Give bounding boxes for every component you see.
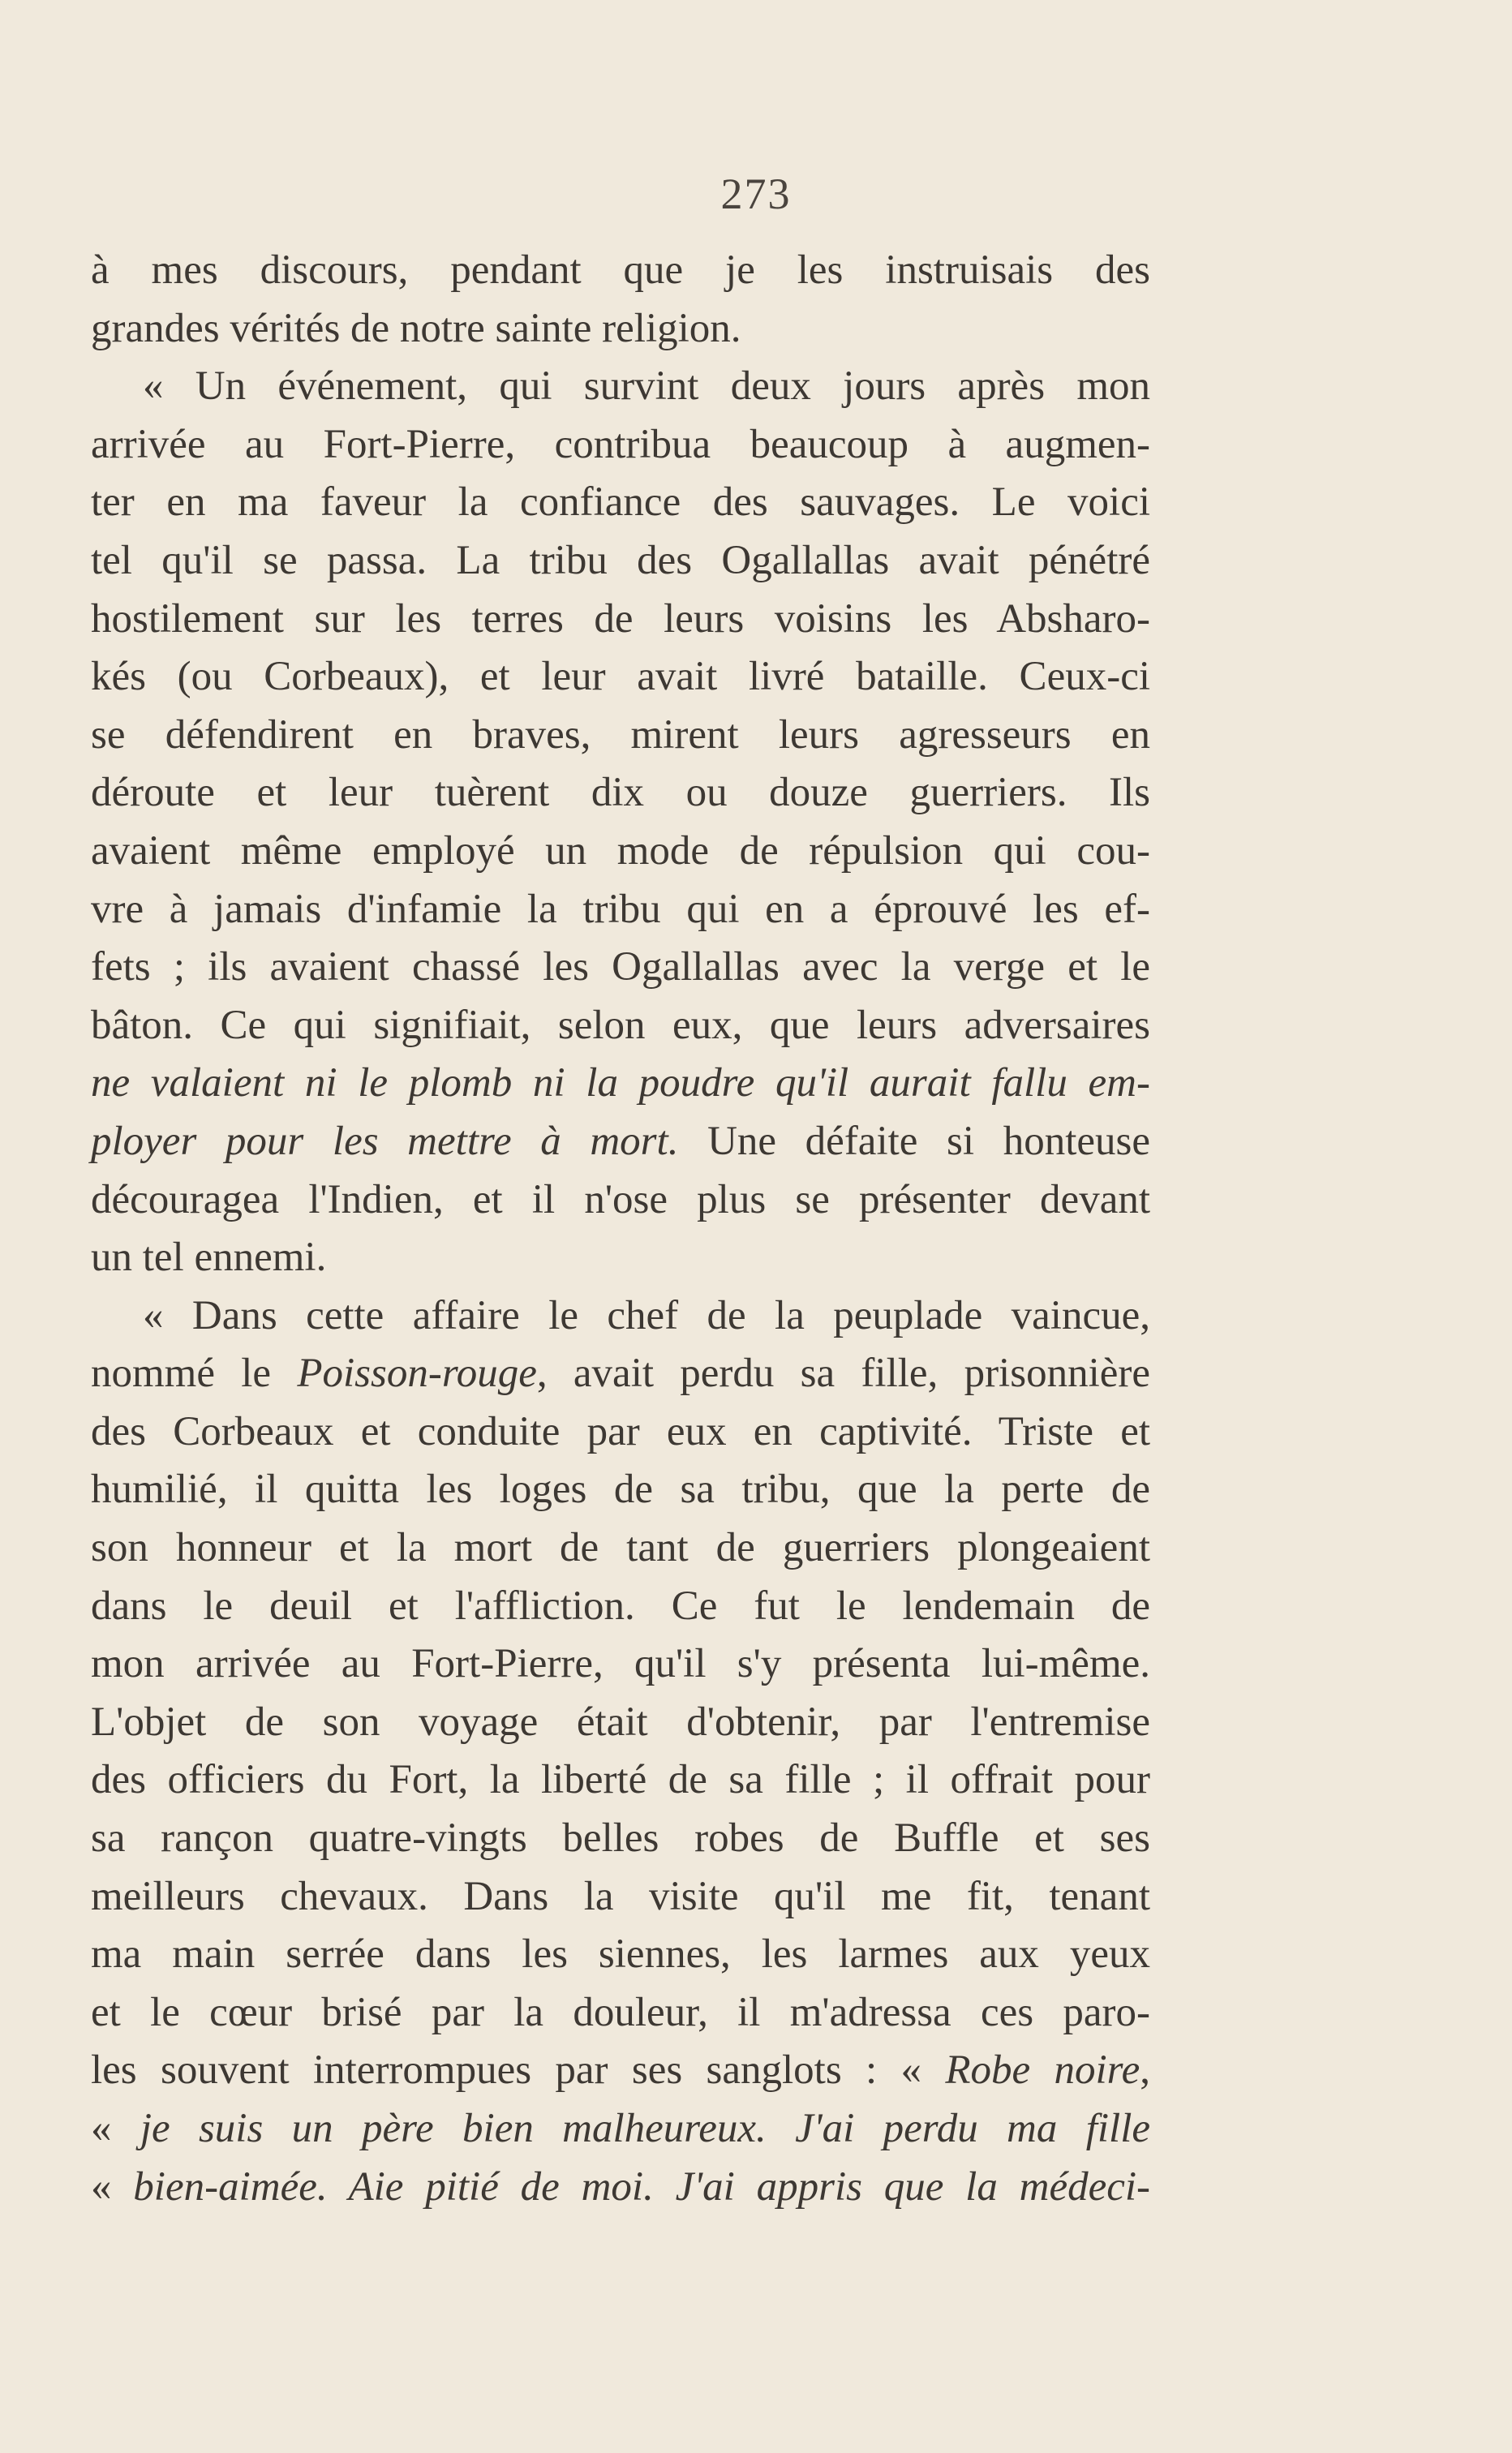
text-segment: des Corbeaux et conduite par eux en captivité. Triste et (91, 1408, 1150, 1454)
text-line (91, 1635, 1150, 1694)
text-segment: à mes discours, pendant que je les instruisais des (91, 247, 1150, 293)
text-line (91, 2100, 1150, 2159)
text-line (91, 707, 1150, 765)
text-segment: avaient même employé un mode de répulsion qui cou- (91, 827, 1150, 874)
text-line (91, 823, 1150, 881)
text-segment: vre à jamais d'infamie la tribu qui en a éprouvé les ef- (91, 886, 1150, 932)
text-line (91, 532, 1150, 591)
text-segment: kés (ou Corbeaux), et leur avait livré bataille. Ceux-ci (91, 654, 1150, 700)
text-segment: dans le deuil et l'affliction. Ce fut le lendemain de (91, 1583, 1150, 1629)
text-segment: , avait perdu sa fille, prisonnière (536, 1351, 1150, 1397)
text-line (91, 648, 1150, 707)
text-segment: un tel ennemi. (91, 1235, 327, 1281)
italic-text-segment: ne valaient ni le plomb ni la poudre qu'il aurait fallu em- (91, 1060, 1150, 1106)
text-segment: déroute et leur tuèrent dix ou douze guerriers. Ils (91, 770, 1150, 816)
text-segment: et le cœur brisé par la douleur, il m'adressa ces paro- (91, 1989, 1150, 2035)
body-text (91, 242, 1150, 2216)
text-segment: grandes vérités de notre sainte religion. (91, 305, 741, 351)
text-segment: les souvent interrompues par ses sanglots : « (91, 2047, 946, 2094)
text-segment: son honneur et la mort de tant de guerriers plongeaient (91, 1525, 1150, 1571)
text-segment: L'objet de son voyage était d'obtenir, par l'entremise (91, 1699, 1150, 1745)
text-line (91, 591, 1150, 649)
text-line (91, 1868, 1150, 1927)
text-segment: tel qu'il se passa. La tribu des Ogallallas avait pénétré (91, 537, 1150, 583)
text-segment: arrivée au Fort-Pierre, contribua beaucoup à augmen- (91, 421, 1150, 467)
italic-text-segment: bien-aimée. Aie pitié de moi. J'ai appris que la médeci- (133, 2163, 1151, 2210)
text-line (91, 300, 1150, 359)
text-line (91, 1751, 1150, 1810)
text-line (91, 474, 1150, 532)
text-segment: humilié, il quitta les loges de sa tribu, que la perte de (91, 1467, 1150, 1513)
text-line (91, 358, 1150, 416)
text-segment: « Dans cette affaire le chef de la peuplade vaincue, (143, 1292, 1150, 1338)
text-segment: se défendirent en braves, mirent leurs agresseurs en (91, 711, 1150, 758)
text-segment: hostilement sur les terres de leurs voisins les Absharo- (91, 595, 1150, 642)
text-line (91, 881, 1150, 939)
text-line (91, 1055, 1150, 1113)
text-line (91, 1578, 1150, 1636)
text-line (91, 1229, 1150, 1287)
page-number: 273 (720, 170, 792, 218)
text-line (91, 2042, 1150, 2100)
text-segment: ma main serrée dans les siennes, les larmes aux yeux (91, 1931, 1150, 1978)
text-segment: « (91, 2163, 134, 2210)
text-line (91, 764, 1150, 823)
text-line (91, 939, 1150, 997)
text-segment: ter en ma faveur la confiance des sauvages. Le voici (91, 479, 1150, 526)
text-segment: des officiers du Fort, la liberté de sa fille ; il offrait pour (91, 1757, 1150, 1803)
text-segment: nommé le (91, 1351, 298, 1397)
text-segment: Une défaite si honteuse (678, 1118, 1150, 1164)
text-line (91, 242, 1150, 300)
text-segment: meilleurs chevaux. Dans la visite qu'il me fit, tenant (91, 1873, 1150, 1919)
text-line (91, 1694, 1150, 1752)
text-line (91, 2159, 1150, 2217)
text-line (91, 1519, 1150, 1578)
text-line (91, 1926, 1150, 1984)
text-line (91, 1984, 1150, 2043)
text-segment: découragea l'Indien, et il n'ose plus se présenter devant (91, 1176, 1150, 1222)
italic-text-segment: je suis un père bien malheureux. J'ai perdu ma fille (140, 2106, 1151, 2151)
italic-text-segment: Robe noire (945, 2047, 1140, 2094)
text-segment: mon arrivée au Fort-Pierre, qu'il s'y présenta lui-même. (91, 1641, 1150, 1687)
text-segment: « Un événement, qui survint deux jours après mon (143, 363, 1150, 410)
text-line (91, 997, 1150, 1055)
text-segment: fets ; ils avaient chassé les Ogallallas avec la verge et le (91, 944, 1150, 990)
text-line (91, 1810, 1150, 1868)
text-segment: bâton. Ce qui signifiait, selon eux, que leurs adversaires (91, 1002, 1150, 1048)
text-line (91, 1461, 1150, 1519)
italic-text-segment: ployer pour les mettre à mort. (91, 1118, 679, 1164)
text-segment: sa rançon quatre-vingts belles robes de Buffle et ses (91, 1815, 1150, 1862)
text-line (91, 1171, 1150, 1230)
text-line (91, 1287, 1150, 1346)
text-line (91, 1345, 1150, 1403)
text-line (91, 1113, 1150, 1171)
text-line (91, 1403, 1150, 1462)
text-segment: , (1140, 2047, 1150, 2094)
text-segment: « (91, 2106, 140, 2151)
italic-text-segment: Poisson-rouge (297, 1351, 537, 1397)
text-line (91, 416, 1150, 475)
